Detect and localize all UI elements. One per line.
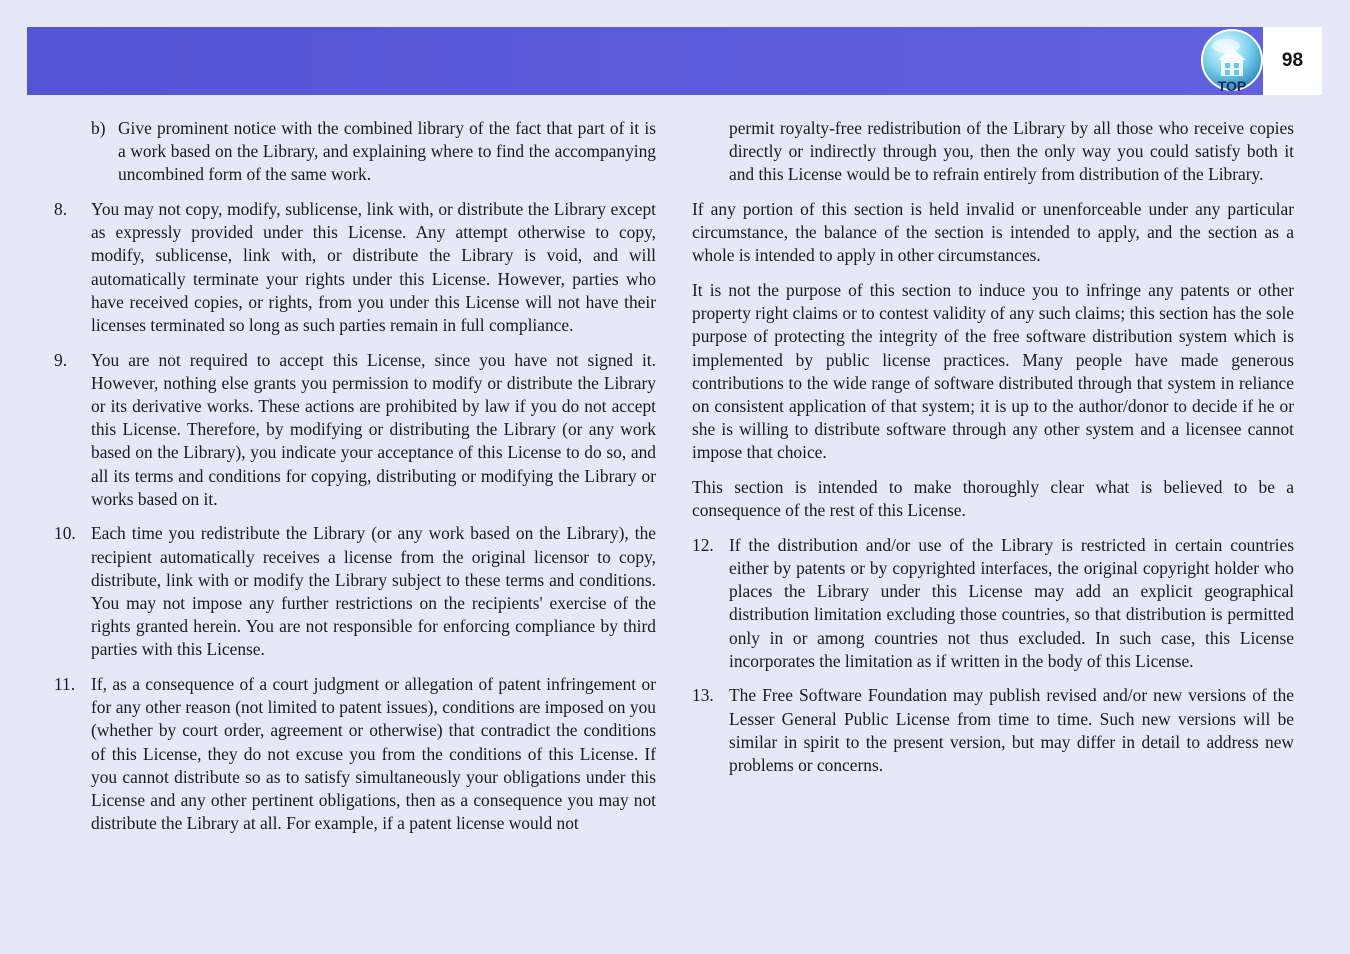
list-item-11-continuation: [692, 117, 1294, 187]
list-marker: 11.: [54, 674, 76, 695]
list-item-text: You are not required to accept this License, since you have not signed it. However, nothing else grants you permission to modify or distribute the Library or its derivative works. These actions are prohibited by law if you do not accept this License. Therefore, by modifying or distributing the Library (or any work based on the Library), you indicate your acceptance of this License to do so, and all its terms and conditions for copying, distributing or modifying the Library or works based on it.: [91, 349, 656, 509]
header-bar: [27, 27, 1263, 95]
list-marker: 10.: [54, 523, 76, 544]
list-item-text: You may not copy, modify, sublicense, link with, or distribute the Library except as expressly provided under this License. Any attempt otherwise to copy, modify, sublicense, link with, or distribute the Library is void, and will automatically terminate your rights under this License. However, parties who have received copies, or rights, from you under this License will not have their licenses terminated so long as such parties remain in full compliance.: [91, 199, 656, 336]
list-item-12: [692, 534, 1294, 673]
list-item-text: Each time you redistribute the Library (or any work based on the Library), the recipient automatically receives a license from the original licensor to copy, distribute, link with or modify the Library subject to these terms and conditions. You may not impose any further restrictions on the recipients' exercise of the rights granted herein. You are not responsible for enforcing compliance by third parties with this License.: [91, 523, 656, 660]
list-item-13: [692, 684, 1294, 777]
list-item-text: The Free Software Foundation may publish revised and/or new versions of the Lesser General Public License from time to time. Such new versions will be similar in spirit to the present version, but may differ in detail to address new problems or concerns.: [729, 685, 1294, 776]
list-item-text: Give prominent notice with the combined library of the fact that part of it is a work based on the Library, and explaining where to find the accompanying uncombined form of the same work.: [118, 118, 656, 185]
list-marker: 8.: [54, 199, 68, 219]
list-item-10: [54, 522, 656, 661]
list-item-b: [54, 117, 656, 187]
list-marker: 13.: [692, 685, 714, 706]
list-item-9: [54, 349, 656, 511]
body-paragraph: This section is intended to make thoroughly clear what is believed to be a consequence of the rest of this License.: [692, 477, 1294, 521]
body-paragraph: If any portion of this section is held invalid or unenforceable under any particular circumstance, the balance of the section is intended to apply, and the section as a whole is intended to apply in other circumstances.: [692, 199, 1294, 266]
list-item-11: [54, 673, 656, 835]
body-paragraph: It is not the purpose of this section to induce you to infringe any patents or other property right claims or to contest validity of any such claims; this section has the sole purpose of protecting the integrity of the free software distribution system which is implemented by public license practices. Many people have made generous contributions to the wide range of software distributed through that system in reliance on consistent application of that system; it is up to the author/donor to decide if he or she is willing to distribute software through any other system and a licensee cannot impose that choice.: [692, 280, 1294, 463]
list-item-text: If, as a consequence of a court judgment or allegation of patent infringement or for any other reason (not limited to patent issues), conditions are imposed on you (whether by court order, agreement or otherwise) that contradict the conditions of this License, they do not excuse you from the conditions of this License. If you cannot distribute so as to satisfy simultaneously your obligations under this License and any other pertinent obligations, then as a consequence you may not distribute the Library at all. For example, if a patent license would not: [91, 674, 656, 834]
right-column: [692, 117, 1294, 789]
top-label: TOP: [1217, 78, 1247, 94]
list-item-8: [54, 198, 656, 337]
list-marker: 12.: [692, 534, 714, 555]
continuation-text: permit royalty-free redistribution of the Library by all those who receive copies directly or indirectly through you, then the only way you could satisfy both it and this License would be to refrain entirely from distribution of the Library.: [729, 118, 1294, 185]
page-number: 98: [1263, 27, 1322, 95]
list-marker: 9.: [54, 349, 68, 370]
left-column: [54, 117, 656, 847]
top-button[interactable]: [1200, 28, 1264, 96]
list-item-text: If the distribution and/or use of the Library is restricted in certain countries either by patents or by copyrighted interfaces, the original copyright holder who places the Library under this License may add an explicit geographical distribution limitation excluding those countries, so that distribution is permitted only in or among countries not thus excluded. In such case, this License incorporates the limitation as if written in the body of this License.: [729, 534, 1294, 671]
list-marker: b): [91, 118, 106, 138]
